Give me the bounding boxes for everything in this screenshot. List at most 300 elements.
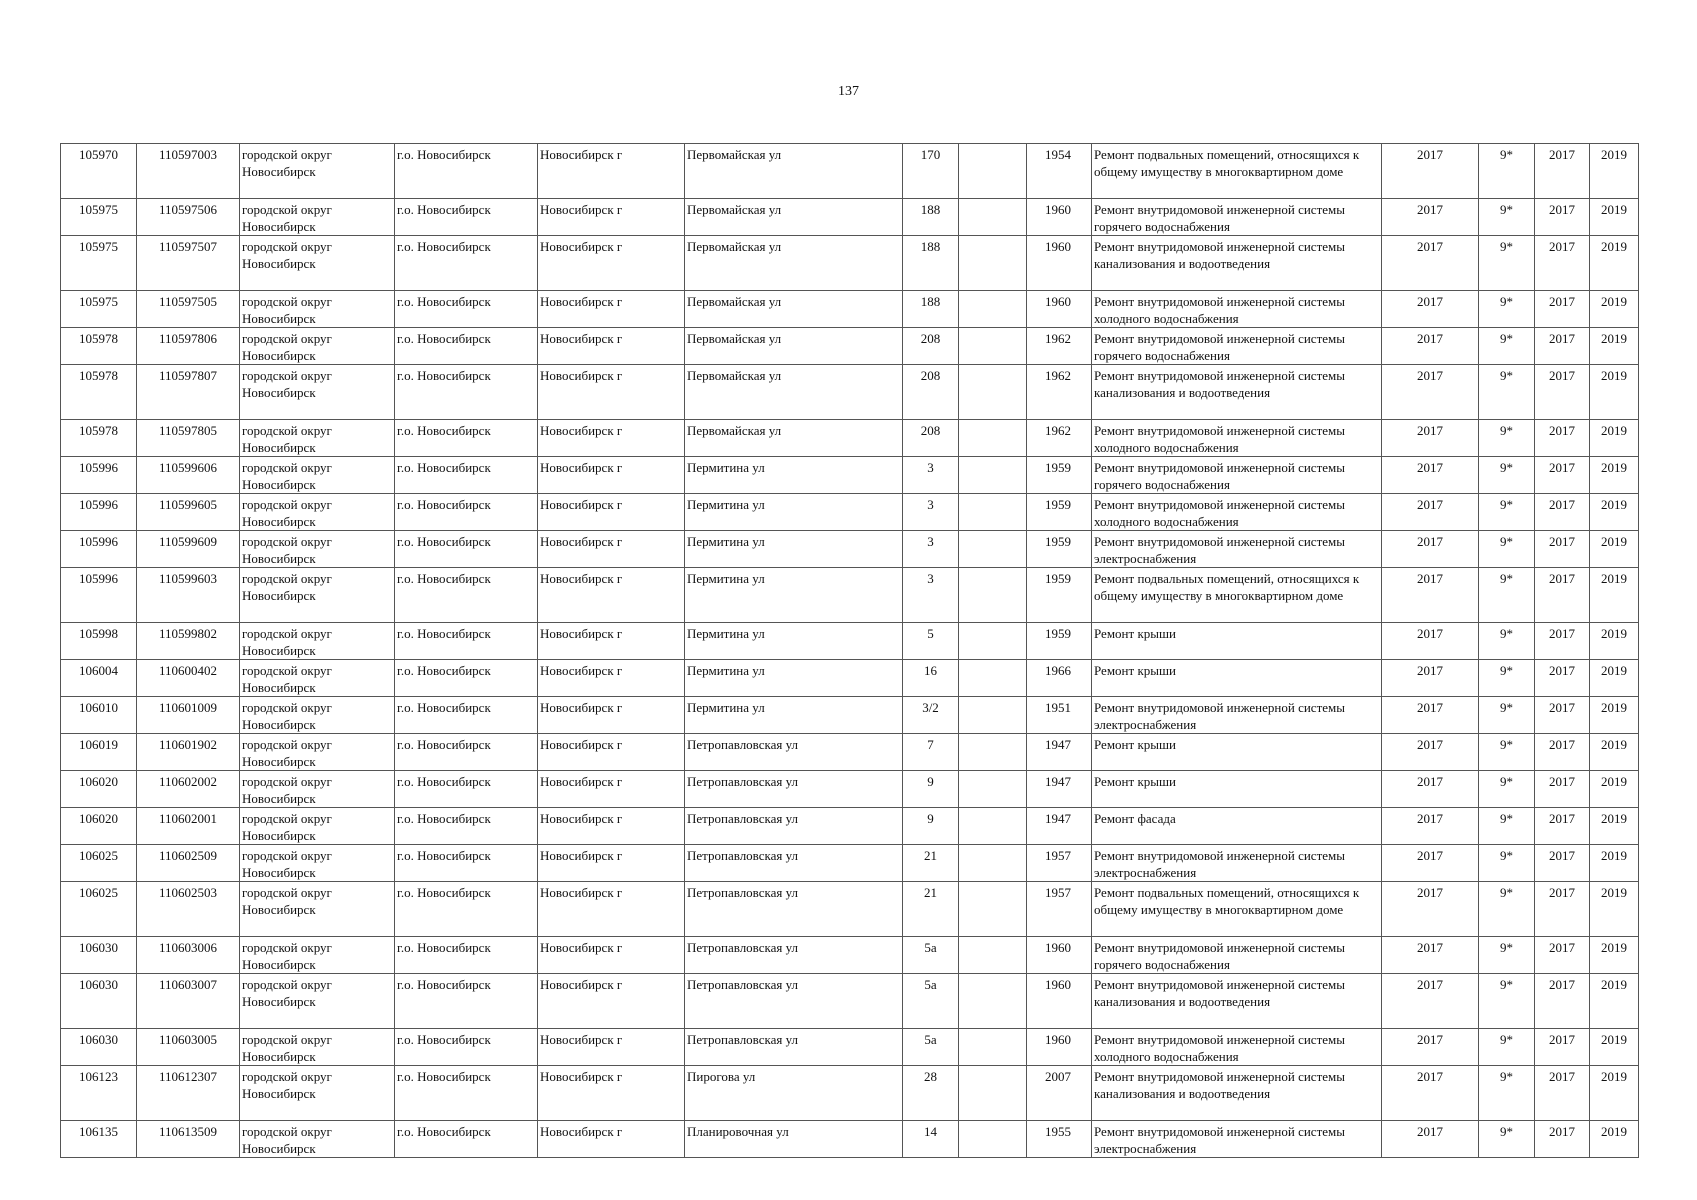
cell-house: 3/2 (903, 697, 959, 734)
cell-year: 1959 (1027, 494, 1092, 531)
cell-municipality: городской округ Новосибирск (240, 199, 395, 236)
cell-end: 2019 (1590, 697, 1639, 734)
cell-house: 188 (903, 236, 959, 291)
cell-plan-year: 2017 (1382, 734, 1479, 771)
cell-code: 110603007 (137, 974, 240, 1029)
cell-start: 2017 (1535, 494, 1590, 531)
cell-start: 2017 (1535, 771, 1590, 808)
cell-code: 110597807 (137, 365, 240, 420)
cell-work: Ремонт внутридомовой инженерной системы канализования и водоотведения (1092, 365, 1382, 420)
cell-house: 5а (903, 1029, 959, 1066)
cell-plan-year: 2017 (1382, 660, 1479, 697)
cell-street: Первомайская ул (685, 328, 903, 365)
cell-floors: 9* (1479, 144, 1535, 199)
table-row (61, 1029, 1639, 1066)
cell-work: Ремонт подвальных помещений, относящихся к общему имуществу в многоквартирном доме (1092, 882, 1382, 937)
cell-plan-year: 2017 (1382, 937, 1479, 974)
cell-year: 1960 (1027, 291, 1092, 328)
cell-house: 3 (903, 457, 959, 494)
cell-district: г.о. Новосибирск (395, 365, 538, 420)
cell-code: 110597506 (137, 199, 240, 236)
cell-street: Первомайская ул (685, 291, 903, 328)
cell-code: 110603006 (137, 937, 240, 974)
cell-municipality: городской округ Новосибирск (240, 291, 395, 328)
cell-house: 21 (903, 845, 959, 882)
cell-start: 2017 (1535, 660, 1590, 697)
cell-extra (959, 1029, 1027, 1066)
cell-id: 105996 (61, 494, 137, 531)
cell-extra (959, 144, 1027, 199)
table-row (61, 291, 1639, 328)
cell-end: 2019 (1590, 974, 1639, 1029)
cell-id: 106030 (61, 974, 137, 1029)
cell-extra (959, 365, 1027, 420)
cell-extra (959, 623, 1027, 660)
cell-district: г.о. Новосибирск (395, 494, 538, 531)
cell-municipality: городской округ Новосибирск (240, 236, 395, 291)
cell-start: 2017 (1535, 1121, 1590, 1158)
cell-floors: 9* (1479, 365, 1535, 420)
cell-plan-year: 2017 (1382, 291, 1479, 328)
cell-work: Ремонт внутридомовой инженерной системы холодного водоснабжения (1092, 494, 1382, 531)
cell-id: 105978 (61, 328, 137, 365)
cell-house: 3 (903, 494, 959, 531)
cell-city: Новосибирск г (538, 697, 685, 734)
cell-id: 106019 (61, 734, 137, 771)
cell-floors: 9* (1479, 568, 1535, 623)
cell-floors: 9* (1479, 531, 1535, 568)
cell-street: Первомайская ул (685, 420, 903, 457)
cell-work: Ремонт внутридомовой инженерной системы горячего водоснабжения (1092, 328, 1382, 365)
cell-code: 110601902 (137, 734, 240, 771)
cell-work: Ремонт крыши (1092, 771, 1382, 808)
cell-code: 110613509 (137, 1121, 240, 1158)
cell-house: 16 (903, 660, 959, 697)
table-row (61, 882, 1639, 937)
cell-extra (959, 328, 1027, 365)
cell-start: 2017 (1535, 144, 1590, 199)
cell-end: 2019 (1590, 531, 1639, 568)
cell-end: 2019 (1590, 1121, 1639, 1158)
table-row (61, 328, 1639, 365)
cell-house: 5 (903, 623, 959, 660)
cell-end: 2019 (1590, 365, 1639, 420)
cell-city: Новосибирск г (538, 199, 685, 236)
cell-street: Петропавловская ул (685, 845, 903, 882)
cell-work: Ремонт внутридомовой инженерной системы электроснабжения (1092, 845, 1382, 882)
cell-end: 2019 (1590, 771, 1639, 808)
cell-street: Петропавловская ул (685, 1029, 903, 1066)
cell-house: 9 (903, 771, 959, 808)
cell-id: 106025 (61, 845, 137, 882)
cell-code: 110601009 (137, 697, 240, 734)
cell-extra (959, 199, 1027, 236)
cell-house: 188 (903, 199, 959, 236)
cell-city: Новосибирск г (538, 568, 685, 623)
table-row (61, 623, 1639, 660)
cell-work: Ремонт внутридомовой инженерной системы электроснабжения (1092, 697, 1382, 734)
cell-municipality: городской округ Новосибирск (240, 660, 395, 697)
cell-year: 1957 (1027, 882, 1092, 937)
cell-city: Новосибирск г (538, 660, 685, 697)
cell-extra (959, 531, 1027, 568)
cell-municipality: городской округ Новосибирск (240, 734, 395, 771)
cell-city: Новосибирск г (538, 771, 685, 808)
cell-extra (959, 1121, 1027, 1158)
cell-start: 2017 (1535, 974, 1590, 1029)
table-row (61, 734, 1639, 771)
cell-district: г.о. Новосибирск (395, 568, 538, 623)
cell-end: 2019 (1590, 623, 1639, 660)
cell-work: Ремонт внутридомовой инженерной системы горячего водоснабжения (1092, 457, 1382, 494)
cell-year: 1947 (1027, 734, 1092, 771)
cell-work: Ремонт фасада (1092, 808, 1382, 845)
cell-start: 2017 (1535, 365, 1590, 420)
cell-district: г.о. Новосибирск (395, 623, 538, 660)
cell-id: 105996 (61, 568, 137, 623)
cell-id: 106010 (61, 697, 137, 734)
table-row (61, 365, 1639, 420)
cell-work: Ремонт внутридомовой инженерной системы горячего водоснабжения (1092, 937, 1382, 974)
cell-city: Новосибирск г (538, 420, 685, 457)
cell-municipality: городской округ Новосибирск (240, 974, 395, 1029)
cell-street: Пермитина ул (685, 494, 903, 531)
cell-plan-year: 2017 (1382, 1121, 1479, 1158)
cell-end: 2019 (1590, 420, 1639, 457)
cell-floors: 9* (1479, 199, 1535, 236)
cell-extra (959, 494, 1027, 531)
cell-house: 7 (903, 734, 959, 771)
cell-street: Петропавловская ул (685, 974, 903, 1029)
cell-house: 21 (903, 882, 959, 937)
table-row (61, 420, 1639, 457)
cell-end: 2019 (1590, 1066, 1639, 1121)
cell-extra (959, 882, 1027, 937)
cell-work: Ремонт внутридомовой инженерной системы электроснабжения (1092, 531, 1382, 568)
cell-city: Новосибирск г (538, 937, 685, 974)
table-row (61, 660, 1639, 697)
cell-district: г.о. Новосибирск (395, 937, 538, 974)
cell-district: г.о. Новосибирск (395, 771, 538, 808)
cell-start: 2017 (1535, 291, 1590, 328)
cell-municipality: городской округ Новосибирск (240, 144, 395, 199)
cell-district: г.о. Новосибирск (395, 531, 538, 568)
cell-end: 2019 (1590, 494, 1639, 531)
cell-plan-year: 2017 (1382, 882, 1479, 937)
cell-end: 2019 (1590, 845, 1639, 882)
cell-work: Ремонт крыши (1092, 660, 1382, 697)
cell-year: 1960 (1027, 236, 1092, 291)
cell-floors: 9* (1479, 808, 1535, 845)
cell-street: Пермитина ул (685, 531, 903, 568)
table-row (61, 236, 1639, 291)
cell-floors: 9* (1479, 1029, 1535, 1066)
cell-district: г.о. Новосибирск (395, 420, 538, 457)
cell-id: 106030 (61, 937, 137, 974)
cell-plan-year: 2017 (1382, 531, 1479, 568)
cell-start: 2017 (1535, 697, 1590, 734)
cell-year: 1959 (1027, 457, 1092, 494)
cell-municipality: городской округ Новосибирск (240, 420, 395, 457)
cell-city: Новосибирск г (538, 734, 685, 771)
cell-floors: 9* (1479, 236, 1535, 291)
cell-end: 2019 (1590, 937, 1639, 974)
cell-extra (959, 974, 1027, 1029)
cell-end: 2019 (1590, 457, 1639, 494)
cell-municipality: городской округ Новосибирск (240, 937, 395, 974)
cell-plan-year: 2017 (1382, 1029, 1479, 1066)
cell-work: Ремонт подвальных помещений, относящихся к общему имуществу в многоквартирном доме (1092, 568, 1382, 623)
cell-plan-year: 2017 (1382, 771, 1479, 808)
cell-city: Новосибирск г (538, 457, 685, 494)
cell-house: 208 (903, 328, 959, 365)
cell-start: 2017 (1535, 1029, 1590, 1066)
cell-end: 2019 (1590, 236, 1639, 291)
cell-district: г.о. Новосибирск (395, 734, 538, 771)
cell-municipality: городской округ Новосибирск (240, 365, 395, 420)
cell-plan-year: 2017 (1382, 845, 1479, 882)
cell-code: 110599603 (137, 568, 240, 623)
cell-work: Ремонт крыши (1092, 623, 1382, 660)
cell-code: 110603005 (137, 1029, 240, 1066)
cell-plan-year: 2017 (1382, 1066, 1479, 1121)
cell-floors: 9* (1479, 1121, 1535, 1158)
cell-id: 106020 (61, 771, 137, 808)
cell-district: г.о. Новосибирск (395, 328, 538, 365)
cell-code: 110602001 (137, 808, 240, 845)
cell-work: Ремонт внутридомовой инженерной системы холодного водоснабжения (1092, 291, 1382, 328)
table-row (61, 771, 1639, 808)
cell-year: 1957 (1027, 845, 1092, 882)
cell-start: 2017 (1535, 623, 1590, 660)
cell-id: 105975 (61, 291, 137, 328)
cell-id: 105996 (61, 457, 137, 494)
cell-id: 105978 (61, 365, 137, 420)
cell-plan-year: 2017 (1382, 974, 1479, 1029)
cell-end: 2019 (1590, 144, 1639, 199)
cell-district: г.о. Новосибирск (395, 1029, 538, 1066)
cell-house: 3 (903, 531, 959, 568)
cell-city: Новосибирск г (538, 236, 685, 291)
cell-work: Ремонт подвальных помещений, относящихся к общему имуществу в многоквартирном доме (1092, 144, 1382, 199)
cell-district: г.о. Новосибирск (395, 291, 538, 328)
cell-plan-year: 2017 (1382, 199, 1479, 236)
cell-work: Ремонт внутридомовой инженерной системы канализования и водоотведения (1092, 1066, 1382, 1121)
cell-code: 110597805 (137, 420, 240, 457)
cell-street: Планировочная ул (685, 1121, 903, 1158)
table-row (61, 457, 1639, 494)
cell-year: 1959 (1027, 531, 1092, 568)
cell-district: г.о. Новосибирск (395, 199, 538, 236)
table-row (61, 568, 1639, 623)
cell-end: 2019 (1590, 328, 1639, 365)
cell-code: 110599609 (137, 531, 240, 568)
cell-extra (959, 697, 1027, 734)
cell-floors: 9* (1479, 420, 1535, 457)
cell-floors: 9* (1479, 845, 1535, 882)
cell-district: г.о. Новосибирск (395, 457, 538, 494)
cell-id: 105998 (61, 623, 137, 660)
cell-house: 9 (903, 808, 959, 845)
cell-municipality: городской округ Новосибирск (240, 531, 395, 568)
cell-id: 105975 (61, 236, 137, 291)
cell-plan-year: 2017 (1382, 808, 1479, 845)
cell-floors: 9* (1479, 457, 1535, 494)
cell-code: 110602509 (137, 845, 240, 882)
cell-code: 110602503 (137, 882, 240, 937)
cell-street: Петропавловская ул (685, 808, 903, 845)
cell-street: Первомайская ул (685, 365, 903, 420)
cell-extra (959, 660, 1027, 697)
cell-city: Новосибирск г (538, 1066, 685, 1121)
cell-extra (959, 1066, 1027, 1121)
cell-city: Новосибирск г (538, 144, 685, 199)
cell-year: 1951 (1027, 697, 1092, 734)
cell-id: 106025 (61, 882, 137, 937)
cell-code: 110597806 (137, 328, 240, 365)
cell-extra (959, 734, 1027, 771)
table-row (61, 974, 1639, 1029)
cell-municipality: городской округ Новосибирск (240, 623, 395, 660)
cell-city: Новосибирск г (538, 494, 685, 531)
cell-extra (959, 291, 1027, 328)
cell-district: г.о. Новосибирск (395, 974, 538, 1029)
cell-start: 2017 (1535, 1066, 1590, 1121)
cell-year: 1959 (1027, 568, 1092, 623)
page-number: 137 (838, 84, 859, 99)
cell-year: 1960 (1027, 199, 1092, 236)
cell-year: 1954 (1027, 144, 1092, 199)
cell-house: 208 (903, 365, 959, 420)
table-row (61, 845, 1639, 882)
cell-floors: 9* (1479, 771, 1535, 808)
table-row (61, 937, 1639, 974)
cell-municipality: городской округ Новосибирск (240, 568, 395, 623)
cell-municipality: городской округ Новосибирск (240, 1121, 395, 1158)
cell-plan-year: 2017 (1382, 236, 1479, 291)
cell-plan-year: 2017 (1382, 365, 1479, 420)
cell-municipality: городской округ Новосибирск (240, 457, 395, 494)
cell-year: 1962 (1027, 328, 1092, 365)
cell-street: Первомайская ул (685, 236, 903, 291)
cell-district: г.о. Новосибирск (395, 1066, 538, 1121)
cell-year: 1966 (1027, 660, 1092, 697)
cell-street: Пермитина ул (685, 697, 903, 734)
cell-id: 106020 (61, 808, 137, 845)
cell-district: г.о. Новосибирск (395, 845, 538, 882)
cell-house: 208 (903, 420, 959, 457)
cell-end: 2019 (1590, 199, 1639, 236)
cell-city: Новосибирск г (538, 328, 685, 365)
cell-city: Новосибирск г (538, 882, 685, 937)
cell-work: Ремонт внутридомовой инженерной системы канализования и водоотведения (1092, 974, 1382, 1029)
cell-extra (959, 771, 1027, 808)
cell-end: 2019 (1590, 291, 1639, 328)
cell-end: 2019 (1590, 808, 1639, 845)
cell-street: Пирогова ул (685, 1066, 903, 1121)
cell-year: 1960 (1027, 1029, 1092, 1066)
cell-start: 2017 (1535, 568, 1590, 623)
cell-code: 110612307 (137, 1066, 240, 1121)
cell-plan-year: 2017 (1382, 697, 1479, 734)
table-row (61, 144, 1639, 199)
cell-extra (959, 845, 1027, 882)
cell-street: Петропавловская ул (685, 882, 903, 937)
cell-start: 2017 (1535, 328, 1590, 365)
cell-id: 105996 (61, 531, 137, 568)
cell-city: Новосибирск г (538, 974, 685, 1029)
table-row (61, 808, 1639, 845)
cell-house: 188 (903, 291, 959, 328)
cell-year: 1959 (1027, 623, 1092, 660)
cell-plan-year: 2017 (1382, 568, 1479, 623)
cell-floors: 9* (1479, 974, 1535, 1029)
cell-city: Новосибирск г (538, 365, 685, 420)
cell-start: 2017 (1535, 420, 1590, 457)
cell-street: Пермитина ул (685, 623, 903, 660)
cell-code: 110597507 (137, 236, 240, 291)
table-row (61, 697, 1639, 734)
cell-street: Пермитина ул (685, 457, 903, 494)
table-row (61, 1121, 1639, 1158)
cell-district: г.о. Новосибирск (395, 144, 538, 199)
cell-city: Новосибирск г (538, 808, 685, 845)
cell-year: 1947 (1027, 808, 1092, 845)
cell-municipality: городской округ Новосибирск (240, 1066, 395, 1121)
cell-code: 110599605 (137, 494, 240, 531)
cell-start: 2017 (1535, 457, 1590, 494)
cell-street: Пермитина ул (685, 568, 903, 623)
cell-city: Новосибирск г (538, 291, 685, 328)
cell-plan-year: 2017 (1382, 328, 1479, 365)
cell-year: 1947 (1027, 771, 1092, 808)
table-row (61, 1066, 1639, 1121)
cell-extra (959, 568, 1027, 623)
cell-house: 170 (903, 144, 959, 199)
cell-floors: 9* (1479, 328, 1535, 365)
cell-id: 105978 (61, 420, 137, 457)
cell-floors: 9* (1479, 291, 1535, 328)
cell-district: г.о. Новосибирск (395, 236, 538, 291)
cell-floors: 9* (1479, 494, 1535, 531)
cell-id: 105975 (61, 199, 137, 236)
cell-start: 2017 (1535, 937, 1590, 974)
cell-district: г.о. Новосибирск (395, 808, 538, 845)
cell-year: 1962 (1027, 365, 1092, 420)
cell-municipality: городской округ Новосибирск (240, 808, 395, 845)
cell-start: 2017 (1535, 531, 1590, 568)
table-row (61, 531, 1639, 568)
cell-extra (959, 457, 1027, 494)
cell-street: Петропавловская ул (685, 771, 903, 808)
cell-code: 110597505 (137, 291, 240, 328)
cell-work: Ремонт внутридомовой инженерной системы электроснабжения (1092, 1121, 1382, 1158)
cell-id: 105970 (61, 144, 137, 199)
cell-code: 110597003 (137, 144, 240, 199)
cell-floors: 9* (1479, 882, 1535, 937)
repair-table (60, 143, 1639, 1158)
cell-house: 5а (903, 937, 959, 974)
cell-plan-year: 2017 (1382, 457, 1479, 494)
cell-work: Ремонт крыши (1092, 734, 1382, 771)
cell-extra (959, 937, 1027, 974)
cell-plan-year: 2017 (1382, 623, 1479, 660)
cell-district: г.о. Новосибирск (395, 882, 538, 937)
cell-work: Ремонт внутридомовой инженерной системы холодного водоснабжения (1092, 420, 1382, 457)
cell-city: Новосибирск г (538, 1029, 685, 1066)
cell-id: 106123 (61, 1066, 137, 1121)
cell-year: 1960 (1027, 974, 1092, 1029)
